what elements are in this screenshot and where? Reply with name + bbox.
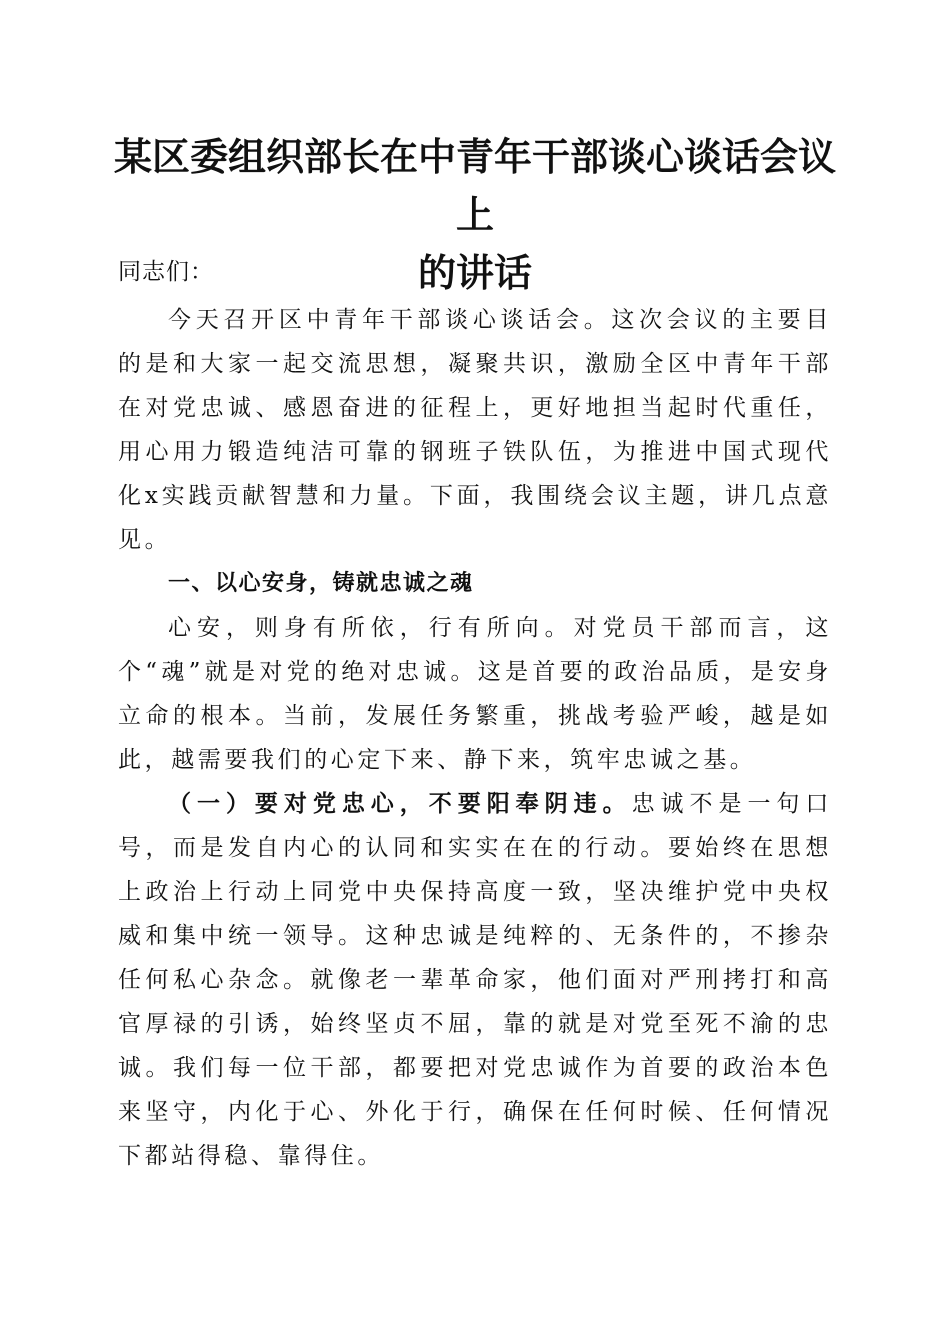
subsection-heading-1: （一）要对党忠心，不要阳奉阴违。 <box>168 790 632 817</box>
subsection-1-paragraph <box>118 782 832 1178</box>
greeting: 同志们： <box>118 259 214 285</box>
intro-paragraph: 今天召开区中青年干部谈心谈话会。这次会议的主要目的是和大家一起交流思想，凝聚共识，激励全区中青年干部在对党忠诚、感恩奋进的征程上，更好地担当起时代重任，用心用力锻造纯洁可靠的钢班子铁队伍，为推进中国式现代化x实践贡献智慧和力量。下面，我围绕会议主题，讲几点意见。 <box>118 307 832 553</box>
document-body <box>118 250 832 1178</box>
title-line-2: 的讲话 <box>417 250 532 295</box>
section-1-paragraph: 心安，则身有所依，行有所向。对党员干部而言，这个“魂”就是对党的绝对忠诚。这是首要的政治品质，是安身立命的根本。当前，发展任务繁重，挑战考验严峻，越是如此，越需要我们的心定下来、静下来，筑牢忠诚之基。 <box>118 615 832 773</box>
subsection-1-body: 忠诚不是一句口号，而是发自内心的认同和实实在在的行动。要始终在思想上政治上行动上同党中央保持高度一致，坚决维护党中央权威和集中统一领导。这种忠诚是纯粹的、无条件的，不掺杂任何私心杂念。就像老一辈革命家，他们面对严刑拷打和高官厚禄的引诱，始终坚贞不屈，靠的就是对党至死不渝的忠诚。我们每一位干部，都要把对党忠诚作为首要的政治本色来坚守，内化于心、外化于行，确保在任何时候、任何情况下都站得稳、靠得住。 <box>118 791 832 1169</box>
section-heading-1: 一、以心安身，铸就忠诚之魂 <box>168 571 474 596</box>
title-line-1: 某区委组织部长在中青年干部谈心谈话会议上 <box>113 134 836 237</box>
